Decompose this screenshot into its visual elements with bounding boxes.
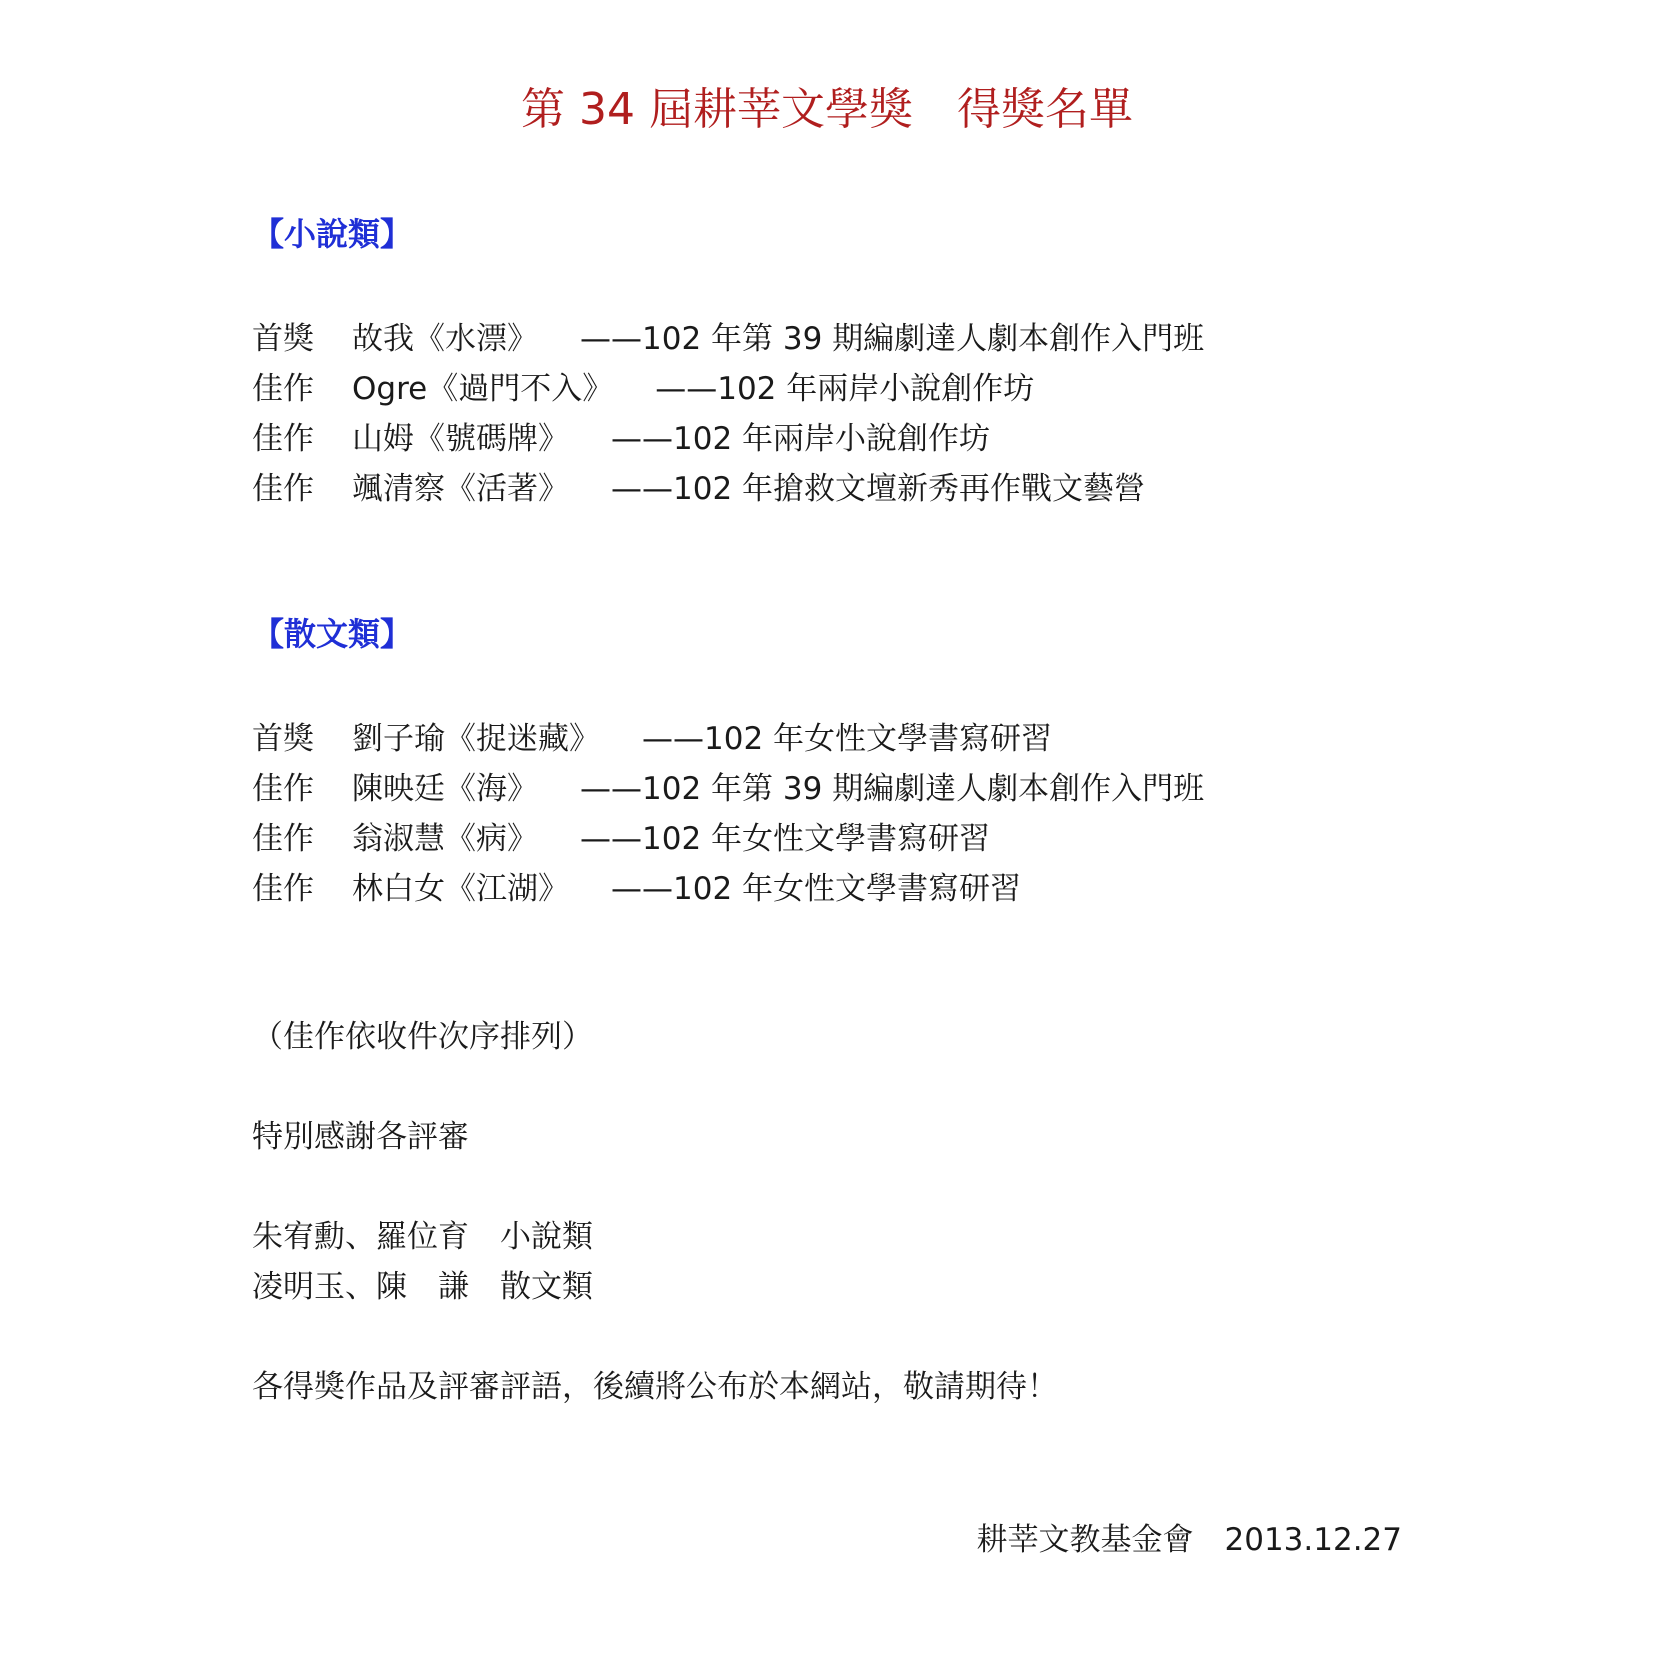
award-work: 山姆《號碼牌》 xyxy=(352,421,569,457)
award-work: 故我《水漂》 xyxy=(352,321,538,357)
judge-line: 朱宥勳、羅位育 小說類 xyxy=(252,1219,593,1255)
section-heading-novel: 【小說類】 xyxy=(252,215,413,253)
award-row xyxy=(252,464,1204,514)
award-row xyxy=(252,314,1204,364)
award-row xyxy=(252,864,1204,914)
award-class: ——102 年兩岸小說創作坊 xyxy=(655,371,1035,407)
award-class: ——102 年搶救文壇新秀再作戰文藝營 xyxy=(611,471,1146,507)
award-rank: 佳作 xyxy=(252,821,314,857)
page-title: 第 34 屆耕莘文學獎 得獎名單 xyxy=(521,84,1133,135)
award-rank: 佳作 xyxy=(252,771,314,807)
award-rank: 佳作 xyxy=(252,371,314,407)
award-rank: 佳作 xyxy=(252,421,314,457)
award-rank: 首獎 xyxy=(252,321,314,357)
award-row xyxy=(252,414,1204,464)
thanks-line: 特別感謝各評審 xyxy=(252,1119,469,1155)
award-list-prose xyxy=(252,714,1204,914)
award-class: ——102 年女性文學書寫研習 xyxy=(580,821,991,857)
award-work: 陳映廷《海》 xyxy=(352,771,538,807)
award-work: 林白女《江湖》 xyxy=(352,871,569,907)
award-rank: 首獎 xyxy=(252,721,314,757)
award-class: ——102 年兩岸小說創作坊 xyxy=(611,421,991,457)
award-row xyxy=(252,364,1204,414)
award-rank: 佳作 xyxy=(252,471,314,507)
award-row xyxy=(252,764,1204,814)
judge-line: 凌明玉、陳 謙 散文類 xyxy=(252,1269,593,1305)
award-row xyxy=(252,714,1204,764)
signature-date: 耕莘文教基金會 2013.12.27 xyxy=(976,1522,1402,1558)
section-heading-prose: 【散文類】 xyxy=(252,615,413,653)
award-work: Ogre《過門不入》 xyxy=(352,371,614,407)
award-row xyxy=(252,814,1204,864)
announcement-line: 各得獎作品及評審評語，後續將公布於本網站，敬請期待！ xyxy=(252,1369,1058,1405)
award-class: ——102 年女性文學書寫研習 xyxy=(611,871,1022,907)
award-class: ——102 年第 39 期編劇達人劇本創作入門班 xyxy=(580,321,1205,357)
ordering-note: （佳作依收件次序排列） xyxy=(252,1019,593,1055)
award-work: 劉子瑜《捉迷藏》 xyxy=(352,721,600,757)
award-work: 颯清察《活著》 xyxy=(352,471,569,507)
award-class: ——102 年女性文學書寫研習 xyxy=(642,721,1053,757)
award-rank: 佳作 xyxy=(252,871,314,907)
award-list-novel xyxy=(252,314,1204,514)
award-work: 翁淑慧《病》 xyxy=(352,821,538,857)
award-class: ——102 年第 39 期編劇達人劇本創作入門班 xyxy=(580,771,1205,807)
